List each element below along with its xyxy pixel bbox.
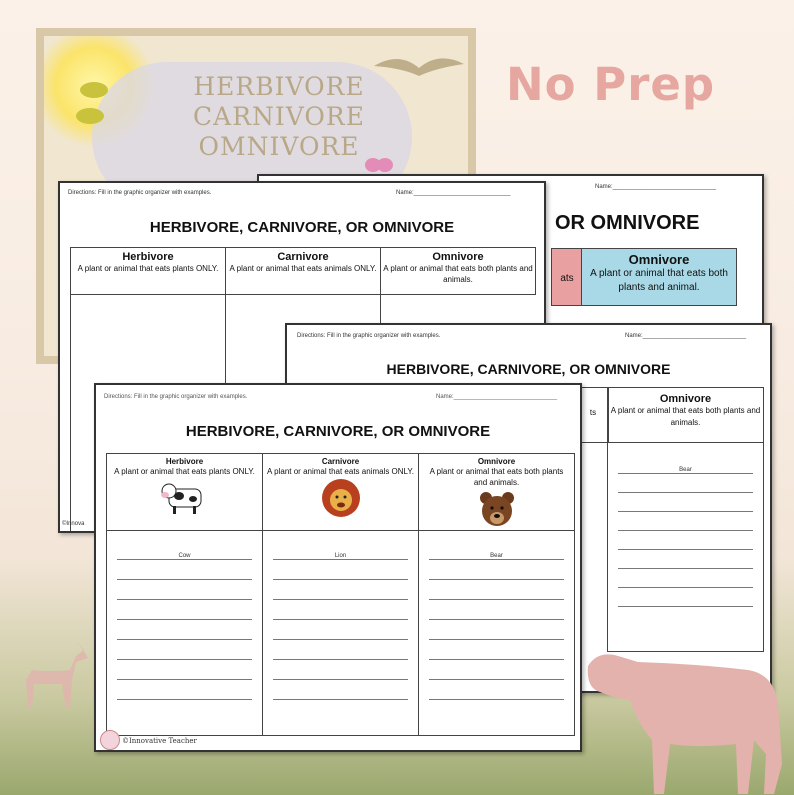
worksheet-title: HERBIVORE, CARNIVORE, OR OMNIVORE	[386, 361, 671, 377]
worksheet-title: HERBIVORE, CARNIVORE, OR OMNIVORE	[149, 219, 455, 236]
directions: Directions: Fill in the graphic organizer with examples.	[104, 394, 248, 400]
cow-silhouette-icon	[578, 644, 788, 794]
carnivore-header: Carnivore A plant or animal that eats animals ONLY.	[262, 453, 419, 531]
omnivore-header: Omnivore A plant or animal that eats both plants and animals.	[380, 247, 536, 295]
omnivore-header: Omnivore A plant or animal that eats both plants and animals.	[418, 453, 575, 531]
cover-line-3: OMNIVORE	[198, 132, 360, 161]
directions: Directions: Fill in the graphic organizer with examples.	[297, 333, 441, 339]
herbivore-header: Herbivore A plant or animal that eats plants ONLY.	[106, 453, 263, 531]
directions: Directions: Fill in the graphic organizer with examples.	[68, 190, 212, 196]
copyright: ©Innovative Teacher	[122, 737, 197, 745]
example-label: Lion	[334, 553, 347, 559]
logo-icon	[100, 730, 120, 750]
omnivore-header: Omnivore A plant or animal that eats both plants and animals.	[607, 387, 764, 443]
lion-icon	[319, 478, 363, 518]
example-label: Bear	[490, 553, 503, 559]
example-label: Cow	[178, 553, 191, 559]
name-label: Name:_____________________________	[396, 190, 511, 196]
herbivore-color-cell: ats	[551, 248, 583, 306]
example-label: Bear	[679, 467, 692, 473]
omnivore-column	[607, 442, 764, 652]
carnivore-header: Carnivore A plant or animal that eats animals ONLY.	[225, 247, 381, 295]
cover-line-2: CARNIVORE	[193, 102, 365, 131]
copyright: ©Innova	[62, 521, 85, 527]
cover-line-1: HERBIVORE	[193, 72, 365, 101]
omnivore-column	[418, 530, 575, 736]
partial-title: OR OMNIVORE	[555, 212, 700, 234]
cow-icon	[159, 479, 211, 517]
herbivore-column	[106, 530, 263, 736]
name-label: Name:_______________________________	[436, 394, 558, 400]
worksheet-front	[94, 383, 582, 752]
worksheet-title: HERBIVORE, CARNIVORE, OR OMNIVORE	[185, 423, 491, 440]
carnivore-column	[262, 530, 419, 736]
no-prep-banner: No Prep	[506, 58, 716, 111]
bird-icon	[374, 46, 464, 86]
deer-silhouette-icon	[18, 640, 98, 710]
name-label: Name:_______________________________	[595, 184, 717, 190]
bear-icon	[477, 489, 517, 529]
carnivore-partial: ts	[577, 387, 609, 443]
name-label: Name:_______________________________	[625, 333, 747, 339]
birds-icon	[64, 76, 124, 136]
herbivore-header: Herbivore A plant or animal that eats plants ONLY.	[70, 247, 226, 295]
omnivore-color-cell: Omnivore A plant or animal that eats both plants and animal.	[581, 248, 737, 306]
